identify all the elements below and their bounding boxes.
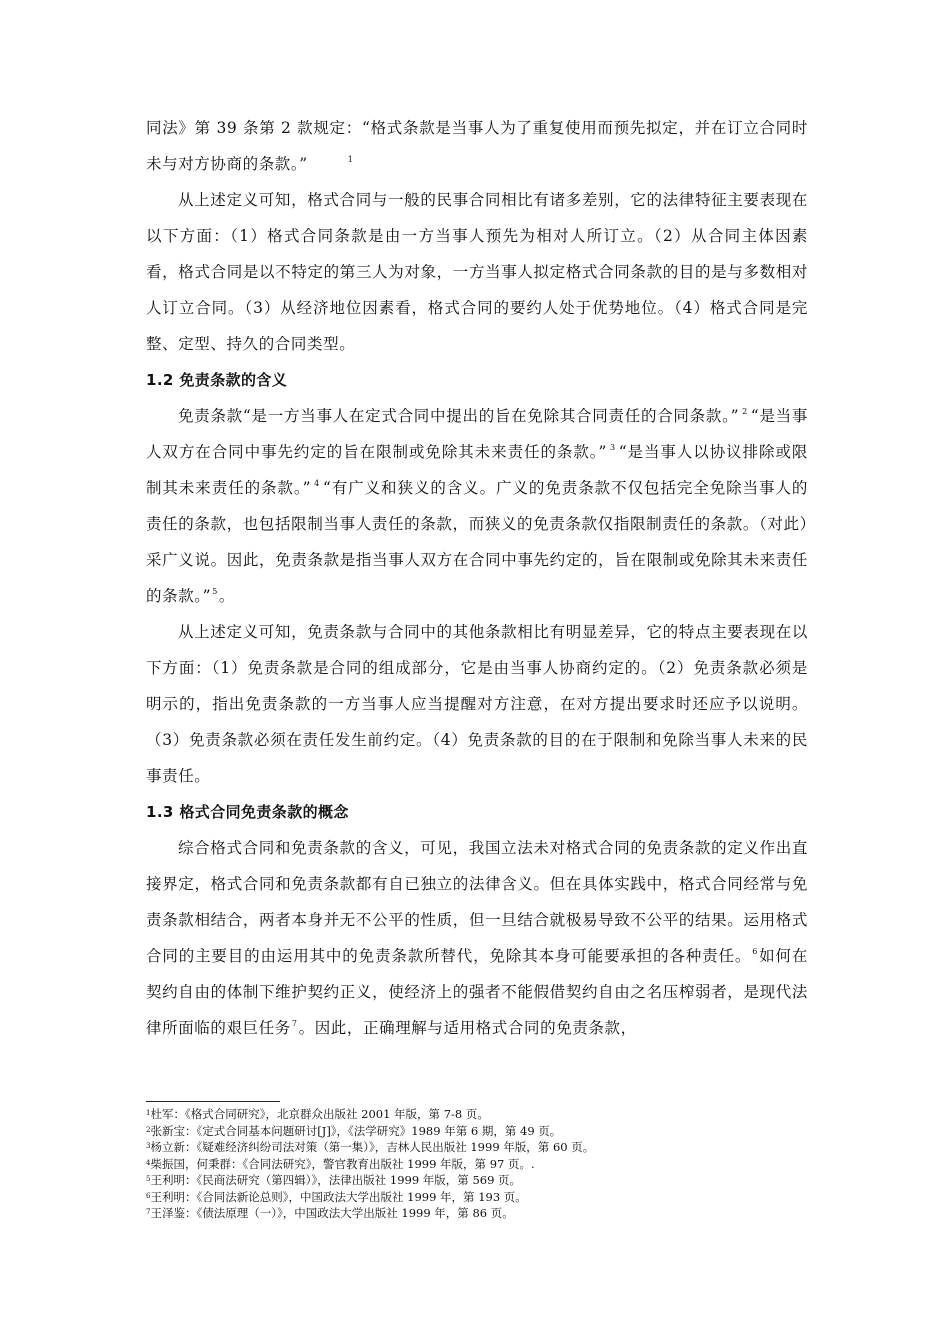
paragraph-1: 同法》第 39 条第 2 款规定：“格式条款是当事人为了重复使用而预先拟定，并在订立合同时未与对方协商的条款。” $^1$ <box>146 119 808 173</box>
footnote-separator <box>146 1101 280 1102</box>
footnote-item: $^2$张新宝：《定式合同基本问题研讨[J]》，《法学研究》1989 年第 6 期，第 49 页。 <box>146 1123 562 1138</box>
footnote-item: $^3$杨立新：《疑难经济纠纷司法对策（第一集）》，吉林人民出版社 1999 年版，第 60 页。 <box>146 1140 595 1154</box>
footnote-ref-2: 2 <box>742 407 748 416</box>
footnote-ref-6: 6 <box>752 947 758 956</box>
body-text <box>146 110 808 1046</box>
footnote-ref-3: 3 <box>609 443 616 452</box>
footnote-ref-7: 7 <box>291 1019 298 1028</box>
section-heading-1-3: 1.3 格式合同免责条款的概念 <box>146 803 349 821</box>
footnote-item: $^5$王利明：《民商法研究（第四辑）》，法律出版社 1999 年版，第 569 页。 <box>146 1173 522 1187</box>
footnote-ref-1: 1 <box>347 155 354 164</box>
paragraph-5: 综合格式合同和免责条款的含义，可见，我国立法未对格式合同的免责条款的定义作出直接界定，格式合同和免责条款都有自已独立的法律含义。但在具体实践中，格式合同经常与免责条款相结合，两者本身并无不公平的性质，但一旦结合就极易导致不公平的结果。运用格式合同的主要目的由运用其中的免责条款所替代，免除其本身可能要承担的各种责任。$^6$如何在契约自由的体制下维护契约正义，使经济上的强者不能假借契约自由之名压榨弱者，是现代法律所面临的艰巨任务$^7$。因此，正确理解与适用格式合同的免责条款， <box>146 839 808 1037</box>
footnote-ref-5: 5 <box>212 587 218 596</box>
footnote-item: $^1$杜军：《格式合同研究》，北京群众出版社 2001 年版，第 7-8 页。 <box>146 1107 489 1121</box>
footnotes <box>146 1106 808 1222</box>
paragraph-3: 免责条款“是一方当事人在定式合同中提出的旨在免除其合同责任的合同条款。” $^2$ “是当事人双方在合同中事先约定的旨在限制或免除其未来责任的条款。” $^3$ “是当事人以协议排除或限制其未来责任的条款。” $^4$ “有广义和狭义的含义。广义的免责条款不仅包括完全免除当事人的责任的条款，也包括限制当事人责任的条款，而狭义的免责条款仅指限制责任的条款。（对此）采广义说。因此，免责条款是指当事人双方在合同中事先约定的，旨在限制或免除其未来责任的条款。”$^5$。 <box>146 407 809 605</box>
paragraph-4: 从上述定义可知，免责条款与合同中的其他条款相比有明显差异，它的特点主要表现在以下方面：（1）免责条款是合同的组成部分，它是由当事人协商约定的。（2）免责条款必须是明示的，指出免责条款的一方当事人应当提醒对方注意，在对方提出要求时还应予以说明。（3）免责条款必须在责任发生前约定。（4）免责条款的目的在于限制和免除当事人未来的民事责任。 <box>146 623 808 785</box>
paragraph-2: 从上述定义可知，格式合同与一般的民事合同相比有诸多差别，它的法律特征主要表现在以下方面：（1）格式合同条款是由一方当事人预先为相对人所订立。（2）从合同主体因素看，格式合同是以不特定的第三人为对象，一方当事人拟定格式合同条款的目的是与多数相对人订立合同。（3）从经济地位因素看，格式合同的要约人处于优势地位。（4）格式合同是完整、定型、持久的合同类型。 <box>146 191 808 353</box>
footnote-item: $^4$柴振国，何秉群：《合同法研究》，警官教育出版社 1999 年版，第 97 页。. <box>146 1156 535 1171</box>
footnote-item: $^6$王利明：《合同法新论总则》，中国政法大学出版社 1999 年，第 193 页。 <box>146 1189 527 1204</box>
footnote-item: $^7$王泽鉴：《债法原理（一）》，中国政法大学出版社 1999 年，第 86 页。 <box>146 1206 514 1220</box>
footnote-ref-4: 4 <box>314 479 320 488</box>
section-heading-1-2: 1.2 免责条款的含义 <box>146 371 288 389</box>
